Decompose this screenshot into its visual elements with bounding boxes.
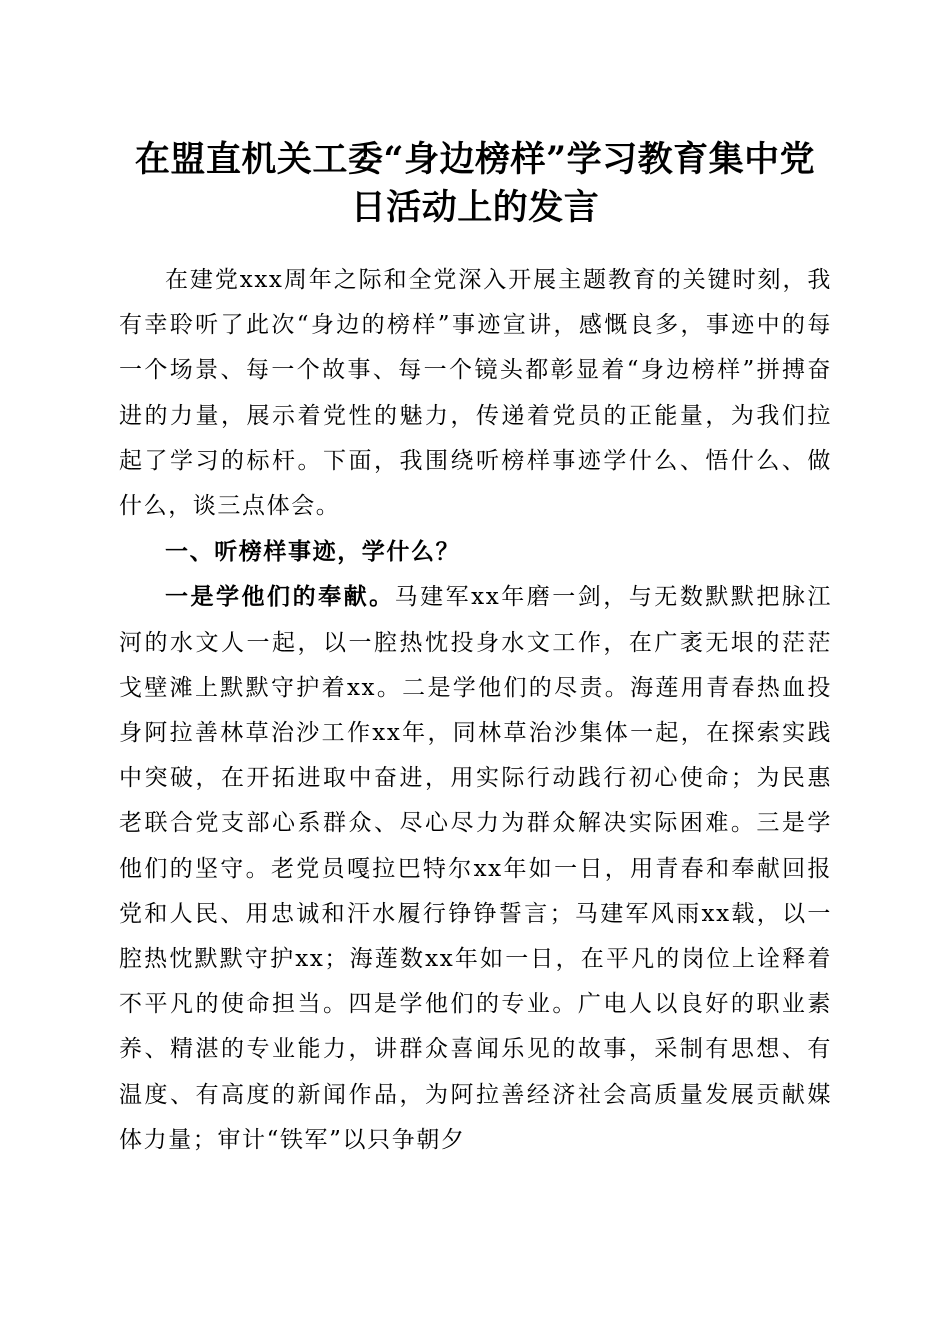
- intro-paragraph: 在建党xxx周年之际和全党深入开展主题教育的关键时刻，我有幸聆听了此次“身边的榜样”事迹宣讲，感慨良多，事迹中的每一个场景、每一个故事、每一个镜头都彰显着“身边榜样”拼搏奋进的力量，展示着党性的魅力，传递着党员的正能量，为我们拉起了学习的标杆。下面，我围绕听榜样事迹学什么、悟什么、做什么，谈三点体会。: [119, 267, 832, 520]
- section-1-paragraph: [119, 574, 832, 1163]
- section-1-lead: 一是学他们的奉献。: [165, 583, 395, 611]
- document-title: [100, 136, 850, 232]
- section-1-body: 马建军xx年磨一剑，与无数默默把脉江河的水文人一起，以一腔热忱投身水文工作，在广袤无垠的茫茫戈壁滩上默默守护着xx。二是学他们的尽责。海莲用青春热血投身阿拉善林草治沙工作xx年，同林草治沙集体一起，在探索实践中突破，在开拓进取中奋进，用实际行动践行初心使命；为民惠老联合党支部心系群众、尽心尽力为群众解决实际困难。三是学他们的坚守。老党员嘎拉巴特尔xx年如一日，用青春和奉献回报党和人民、用忠诚和汗水履行铮铮誓言；马建军风雨xx载，以一腔热忱默默守护xx；海莲数xx年如一日，在平凡的岗位上诠释着不平凡的使命担当。四是学他们的专业。广电人以良好的职业素养、精湛的专业能力，讲群众喜闻乐见的故事，采制有思想、有温度、有高度的新闻作品，为阿拉善经济社会高质量发展贡献媒体力量；审计“铁军”以只争朝夕: [119, 584, 832, 1153]
- document-body: [119, 258, 832, 1163]
- title-line-1: 在盟直机关工委“身边榜样”学习教育集中党: [134, 139, 816, 180]
- title-line-2: 日活动上的发言: [350, 187, 600, 228]
- section-1-heading: 一、听榜样事迹，学什么？: [165, 538, 461, 566]
